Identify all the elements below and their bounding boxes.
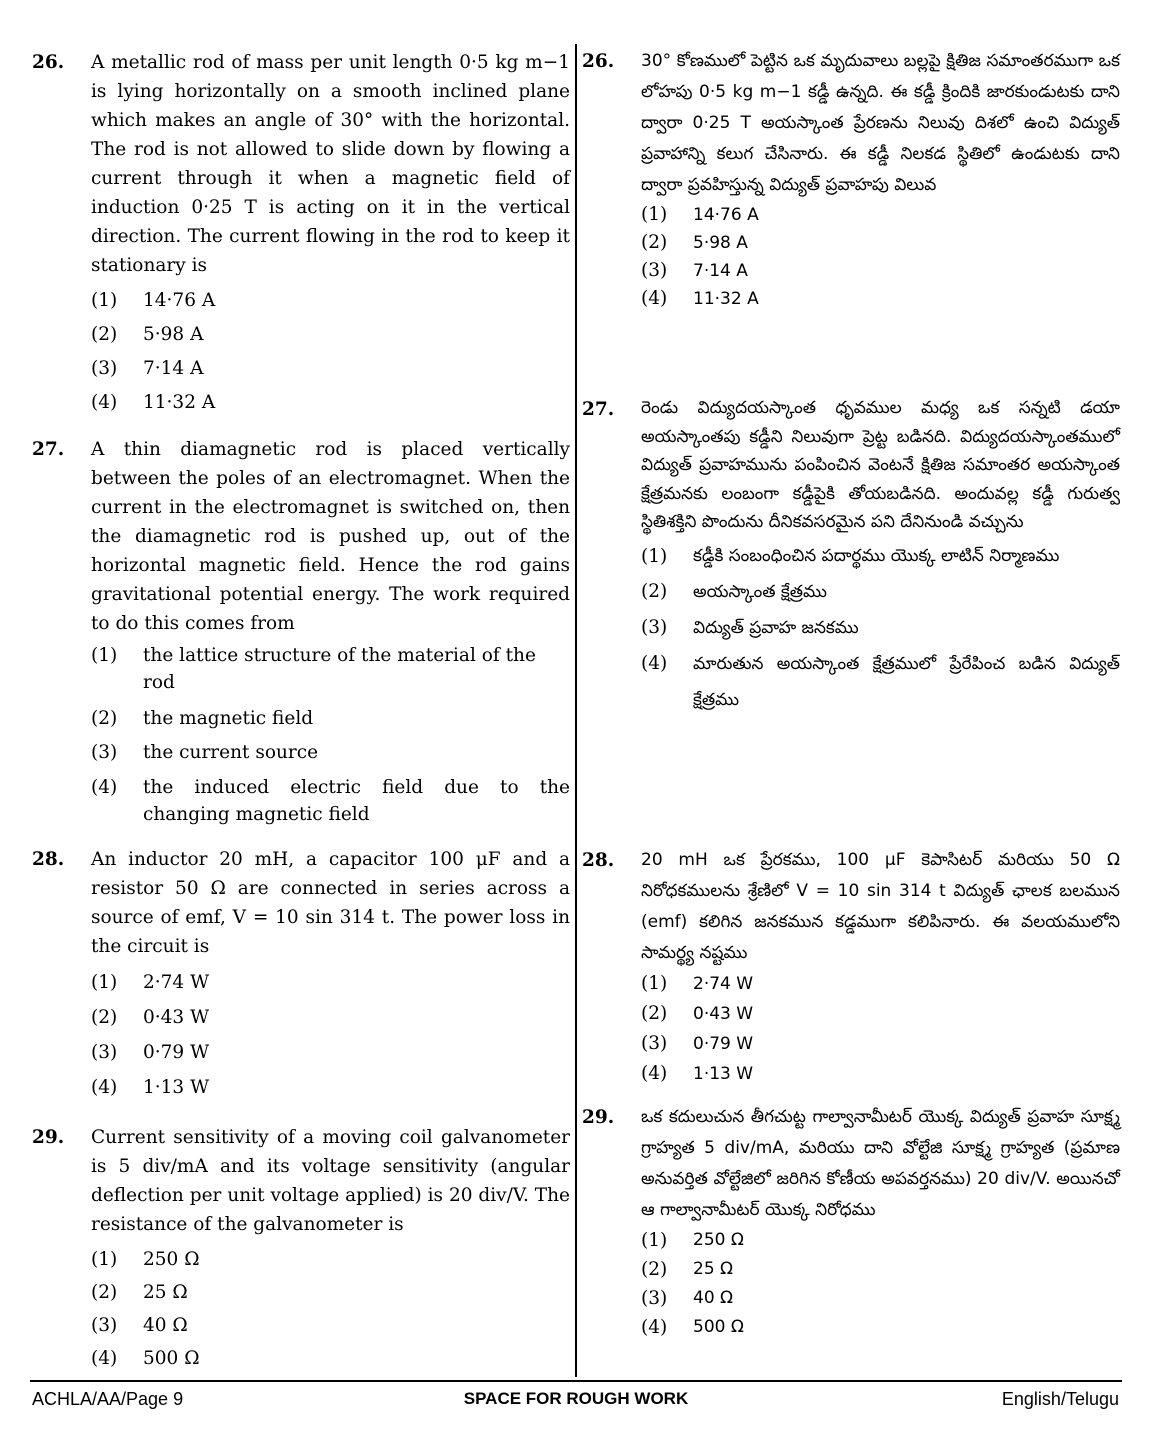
option	[91, 1000, 570, 1035]
option-number: (4)	[641, 652, 668, 674]
option-text: 11·32 A	[693, 289, 759, 309]
option-number: (3)	[91, 358, 118, 379]
option-number: (3)	[641, 260, 668, 281]
question-number: 28.	[582, 850, 615, 871]
question-29-te	[582, 1102, 1120, 1342]
option-number: (3)	[91, 1315, 118, 1336]
option-number: (1)	[91, 645, 118, 666]
option	[641, 1313, 1120, 1342]
option-number: (2)	[91, 324, 118, 345]
option-number: (3)	[91, 742, 118, 763]
options-list	[641, 969, 1120, 1089]
option-number: (3)	[641, 1288, 668, 1309]
option-text: 0·79 W	[693, 1034, 754, 1054]
option-text: 500 Ω	[143, 1348, 200, 1369]
option	[641, 1226, 1120, 1255]
question-text: 20 mH ఒక ప్రేరకము, 100 μF కెపాసిటర్ మరియు 50 Ω నిరోధకములను శ్రేణిలో V = 10 sin 314 t విద్యుత్ ఛాలక బలమున (emf) కలిగిన జనకమున కడ్డముగా కలిపినారు. ఈ వలయములోని సామర్థ్య నష్టము	[641, 850, 1120, 963]
option-text: the magnetic field	[143, 708, 314, 729]
option-number: (1)	[91, 972, 118, 993]
option	[91, 1276, 570, 1309]
option	[641, 285, 1120, 313]
option-text: 2·74 W	[693, 974, 754, 994]
option-text: 0·43 W	[693, 1004, 754, 1024]
question-text: రెండు విద్యుదయస్కాంత ధృవముల మధ్య ఒక సన్నటి డయా అయస్కాంతపు కడ్డీని నిలువుగా ప్రెట్ట బడినది. విద్యుదయస్కాంతములో విద్యుత్ ప్రవాహమును పంపించిన వెంటనే క్షితిజ సమాంతర అయస్కాంత క్షేత్రమనకు లంబంగా కడ్డీపైకి తోయబడినది. అందువల్ల కడ్డీ గురుత్వ స్థితిశక్తిని పొందును దీనికవసరమైన పని దేనినుండి వచ్చును	[641, 398, 1120, 532]
option	[91, 1243, 570, 1276]
option-text: the lattice structure of the material of the rod	[143, 645, 536, 693]
option-number: (4)	[91, 392, 118, 413]
option	[641, 610, 1120, 646]
option	[91, 1035, 570, 1070]
option-text: 25 Ω	[143, 1282, 188, 1303]
option-text: 0·79 W	[143, 1042, 210, 1063]
rough-work-label: SPACE FOR ROUGH WORK	[463, 1389, 689, 1408]
option-text: కడ్డీకి సంబంధించిన పదార్థము యొక్క లాటిన్ నిర్మాణము	[693, 545, 1060, 566]
question-text: ఒక కదులుచున తీగచుట్ట గాల్వానామీటర్ యొక్క విద్యుత్ ప్రవాహ సూక్ష్మ గ్రాహ్యత 5 div/mA, మరియు దాని వోల్టేజి సూక్ష్మ గ్రాహ్యత (ప్రమాణ అనువర్తిత వోల్టేజిలో జరిగిన కోణీయ అపవర్తనము) 20 div/V. అయినచో ఆ గాల్వానామీటర్ యొక్క నిరోధము	[641, 1107, 1120, 1220]
option	[91, 386, 570, 420]
option-number: (4)	[641, 1317, 668, 1338]
option-number: (3)	[91, 1042, 118, 1063]
option-text: 250 Ω	[693, 1230, 744, 1250]
options-list	[641, 201, 1120, 313]
options-list	[91, 965, 570, 1105]
option	[91, 1342, 570, 1375]
option-number: (1)	[91, 290, 118, 311]
question-28-te	[582, 845, 1120, 1089]
option-number: (4)	[641, 288, 668, 309]
question-27-te	[582, 394, 1120, 718]
option	[641, 999, 1120, 1029]
option-text: the current source	[143, 742, 319, 763]
option-number: (1)	[641, 204, 668, 225]
footer-rule	[30, 1380, 1122, 1382]
option-number: (1)	[641, 973, 668, 994]
question-text: A thin diamagnetic rod is placed vertically between the poles of an electromagnet. When the current in the electromagnet is switched on, then the diamagnetic rod is pushed up, out of the horizontal magnetic field. Hence the rod gains gravitational potential energy. The work required to do this comes from	[91, 439, 570, 634]
option-number: (4)	[91, 1077, 118, 1098]
option-text: 14·76 A	[693, 205, 759, 225]
option-text: అయస్కాంత క్షేత్రము	[693, 581, 827, 602]
option	[641, 646, 1120, 718]
option	[91, 736, 570, 770]
question-number: 26.	[582, 51, 615, 72]
option	[641, 229, 1120, 257]
option	[641, 1255, 1120, 1284]
option-number: (2)	[91, 1282, 118, 1303]
option-text: 500 Ω	[693, 1317, 744, 1337]
option	[641, 1284, 1120, 1313]
option-text: 5·98 A	[693, 233, 748, 253]
option	[91, 642, 570, 696]
option-text: 25 Ω	[693, 1259, 734, 1279]
option-text: 0·43 W	[143, 1007, 210, 1028]
option	[91, 1309, 570, 1342]
option-text: 1·13 W	[143, 1077, 210, 1098]
option-text: 40 Ω	[693, 1288, 734, 1308]
options-list	[641, 1226, 1120, 1342]
option-text: మారుతున అయస్కాంత క్షేత్రములో ప్రేరేపించ బడిన విద్యుత్ క్షేత్రము	[693, 653, 1120, 710]
option-text: 5·98 A	[143, 324, 204, 345]
option-text: the induced electric field due to the changing magnetic field	[143, 777, 570, 825]
column-divider	[575, 44, 577, 1377]
option-text: 40 Ω	[143, 1315, 188, 1336]
question-number: 26.	[32, 52, 65, 73]
option-number: (4)	[91, 1348, 118, 1369]
option-number: (1)	[641, 545, 668, 567]
option-number: (2)	[641, 1259, 668, 1280]
page-code: ACHLA/AA/Page 9	[32, 1389, 184, 1409]
option	[641, 574, 1120, 610]
option-number: (2)	[641, 232, 668, 253]
question-number: 29.	[32, 1127, 65, 1148]
options-list	[91, 1243, 570, 1375]
option	[91, 1070, 570, 1105]
question-text: An inductor 20 mH, a capacitor 100 μF and a resistor 50 Ω are connected in series across a source of emf, V = 10 sin 314 t. The power loss in the circuit is	[91, 849, 570, 957]
option	[641, 1059, 1120, 1089]
option-text: 7·14 A	[693, 261, 748, 281]
option-number: (2)	[91, 1007, 118, 1028]
question-text: A metallic rod of mass per unit length 0·5 kg m−1 is lying horizontally on a smooth inclined plane which makes an angle of 30° with the horizontal. The rod is not allowed to slide down by flowing a current through it when a magnetic field of induction 0·25 T is acting on it in the vertical direction. The current flowing in the rod to keep it stationary is	[91, 52, 570, 276]
option	[641, 257, 1120, 285]
option-text: 2·74 W	[143, 972, 210, 993]
question-26-en	[32, 48, 570, 420]
option-text: 250 Ω	[143, 1249, 200, 1270]
question-text: 30° కోణములో పెట్టిన ఒక మృదువాలు బల్లపై క్షితిజ సమాంతరముగా ఒక లోహపు 0·5 kg m−1 కడ్డీ ఉన్నది. ఈ కడ్డీ క్రిందికి జారకుండుటకు దాని ద్వారా 0·25 T అయస్కాంత ప్రేరణను నిలువు దిశలో ఉంచి విద్యుత్ ప్రవాహాన్ని కలుగ చేసినారు. ఈ కడ్డీ నిలకడ స్థితిలో ఉండుటకు దాని ద్వారా ప్రవహిస్తున్న విద్యుత్ ప్రవాహపు విలువ	[641, 51, 1120, 195]
option-number: (1)	[641, 1230, 668, 1251]
options-list	[641, 539, 1120, 718]
question-number: 29.	[582, 1107, 615, 1128]
question-number: 27.	[582, 399, 615, 420]
option-text: 7·14 A	[143, 358, 204, 379]
options-list	[91, 642, 570, 828]
option-number: (4)	[641, 1063, 668, 1084]
option	[91, 702, 570, 736]
option-number: (3)	[641, 616, 668, 638]
option	[641, 539, 1120, 574]
options-list	[91, 284, 570, 420]
option	[91, 774, 570, 828]
option	[91, 318, 570, 352]
option	[641, 969, 1120, 999]
option-text: 1·13 W	[693, 1064, 754, 1084]
option	[91, 965, 570, 1000]
option-number: (2)	[91, 708, 118, 729]
option	[641, 201, 1120, 229]
option	[641, 1029, 1120, 1059]
option-number: (4)	[91, 777, 118, 798]
question-number: 27.	[32, 439, 65, 460]
question-26-te	[582, 46, 1120, 313]
option-number: (3)	[641, 1033, 668, 1054]
question-27-en	[32, 435, 570, 828]
option-number: (2)	[641, 580, 668, 602]
option-text: 11·32 A	[143, 392, 216, 413]
option-text: 14·76 A	[143, 290, 216, 311]
option	[91, 284, 570, 318]
option-text: విద్యుత్ ప్రవాహ జనకము	[693, 617, 859, 638]
question-29-en	[32, 1123, 570, 1375]
option-number: (2)	[641, 1003, 668, 1024]
language-label: English/Telugu	[1001, 1389, 1119, 1409]
question-number: 28.	[32, 849, 65, 870]
question-text: Current sensitivity of a moving coil galvanometer is 5 div/mA and its voltage sensitivity (angular deflection per unit voltage applied) is 20 div/V. The resistance of the galvanometer is	[91, 1127, 570, 1235]
question-28-en	[32, 845, 570, 1105]
option	[91, 352, 570, 386]
option-number: (1)	[91, 1249, 118, 1270]
